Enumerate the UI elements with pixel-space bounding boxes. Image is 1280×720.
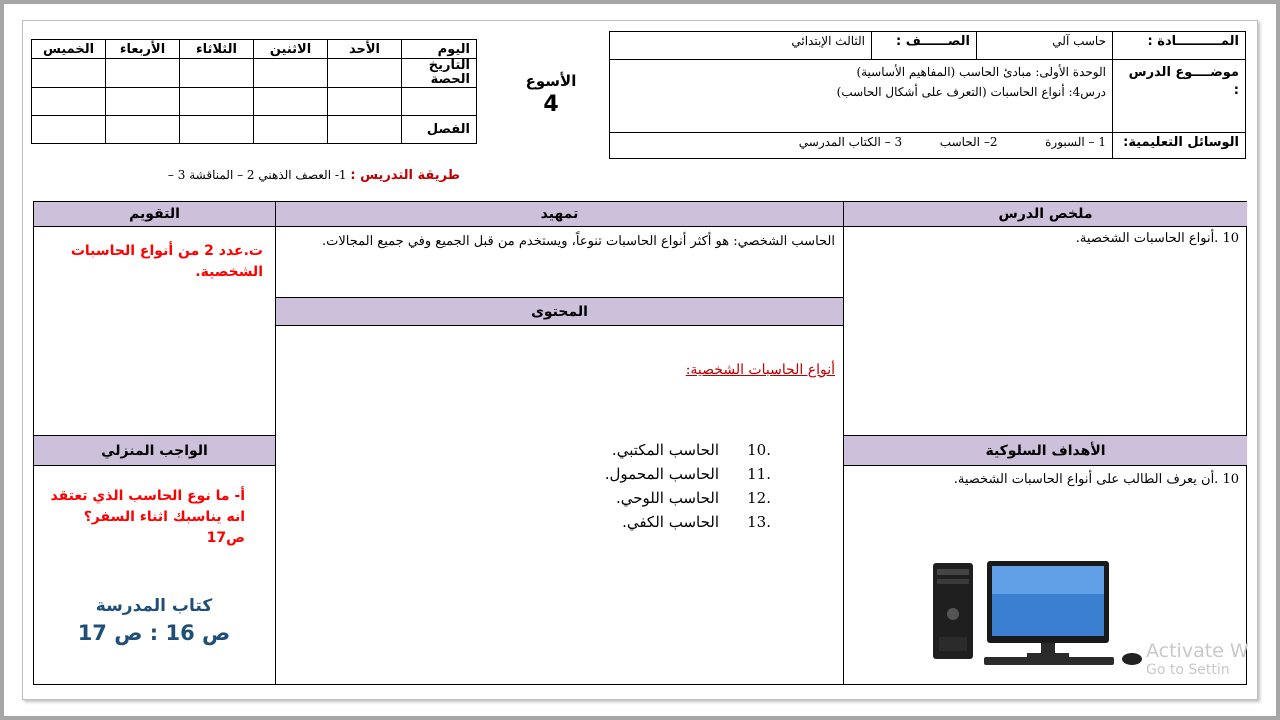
row-label-date	[402, 59, 477, 88]
evaluation-header: التقويم	[34, 202, 275, 227]
list-item	[561, 462, 801, 486]
list-item	[561, 438, 801, 462]
homework-header: الواجب المنزلي	[34, 436, 275, 466]
teaching-method-items: 1- العصف الذهني 2 – المناقشة 3 –	[167, 168, 347, 182]
tools-value	[610, 133, 1113, 159]
homework-body	[34, 466, 275, 684]
content-list	[561, 438, 801, 534]
schedule-cell[interactable]	[180, 59, 254, 88]
desktop-computer-icon	[929, 559, 1154, 669]
schedule-cell[interactable]	[328, 59, 402, 88]
list-item-number: .10	[747, 441, 771, 459]
list-item-number: .13	[747, 513, 771, 531]
book-label: كتاب المدرسة	[95, 596, 213, 616]
list-item	[561, 486, 801, 510]
tool-item: 3 – الكتاب المدرسي	[798, 135, 903, 149]
teaching-method-label: طريقة التدريس :	[350, 168, 460, 183]
subject-value: حاسب آلي	[977, 32, 1113, 60]
intro-header: تمهيد	[275, 202, 843, 227]
topic-value	[610, 60, 1113, 133]
class-label: الصــــــف :	[872, 32, 977, 60]
content-title: أنواع الحاسبات الشخصية:	[685, 362, 835, 378]
goals-header: الأهداف السلوكية	[843, 436, 1247, 466]
schedule-cell[interactable]	[328, 116, 402, 144]
row-label-day: اليوم	[402, 40, 477, 59]
list-item-number: .12	[747, 489, 771, 507]
pc-mouse	[1122, 653, 1142, 665]
content-header: المحتوى	[275, 298, 843, 326]
topic-lesson: درس4: أنواع الحاسبات (التعرف على أشكال الحاسب)	[836, 85, 1106, 99]
tool-item: 1 – السبورة	[1045, 135, 1106, 149]
topic-unit: الوحدة الأولى: مبادئ الحاسب (المفاهيم الأساسية)	[856, 65, 1106, 79]
day-sunday: الأحد	[328, 40, 402, 59]
schedule-cell[interactable]	[32, 59, 106, 88]
row-label-empty	[402, 88, 477, 116]
teaching-method	[100, 168, 460, 183]
day-tuesday: الثلاثاء	[180, 40, 254, 59]
schedule-row	[32, 59, 477, 88]
schedule-header-row	[32, 40, 477, 59]
class-value: الثالث الإبتدائي	[610, 32, 872, 60]
schedule-cell[interactable]	[328, 88, 402, 116]
homework-question: أ- ما نوع الحاسب الذي تعتقد انه يناسبك اثناء السفر؟ ص17	[50, 488, 245, 546]
evaluation-body: ت.عدد 2 من أنواع الحاسبات الشخصية.	[34, 227, 275, 436]
watermark-line2: Go to Settin	[1146, 662, 1230, 678]
schedule-row	[32, 116, 477, 144]
schedule-cell[interactable]	[254, 88, 328, 116]
schedule-cell[interactable]	[32, 116, 106, 144]
schedule-cell[interactable]	[106, 59, 180, 88]
list-item-number: .11	[747, 465, 771, 483]
list-item-text: الحاسب اللوحي.	[615, 489, 719, 507]
tools-label: الوسائل التعليمية:	[1113, 133, 1246, 159]
schedule-cell[interactable]	[106, 88, 180, 116]
schedule-cell[interactable]	[180, 88, 254, 116]
schedule-cell[interactable]	[106, 116, 180, 144]
week-label: الأسوع	[525, 72, 577, 90]
watermark-line1: Activate W	[1146, 640, 1249, 662]
activate-windows-watermark	[1146, 640, 1249, 678]
pc-keyboard	[984, 657, 1114, 665]
day-thursday: الخميس	[32, 40, 106, 59]
schedule-cell[interactable]	[180, 116, 254, 144]
summary-header: ملخص الدرس	[843, 202, 1247, 227]
schedule-cell[interactable]	[254, 59, 328, 88]
book-pages: ص 16 : ص 17	[77, 621, 231, 645]
day-monday: الاثنين	[254, 40, 328, 59]
week-number: 4	[543, 92, 559, 117]
subject-label: المــــــــــادة :	[1113, 32, 1246, 60]
summary-body: 10 .أنواع الحاسبات الشخصية.	[843, 227, 1247, 436]
row-label-period-text: الحصة	[430, 72, 470, 87]
row-label-date-text: التاريخ	[428, 58, 470, 73]
day-wednesday: الأربعاء	[106, 40, 180, 59]
goals-text: 10 .أن يعرف الطالب على أنواع الحاسبات الشخصية.	[953, 472, 1239, 487]
schedule-cell[interactable]	[254, 116, 328, 144]
list-item-text: الحاسب المحمول.	[604, 465, 719, 483]
list-item-text: الحاسب الكفي.	[622, 513, 719, 531]
schedule-row	[32, 88, 477, 116]
schedule-table	[31, 39, 477, 144]
topic-label: موضــــوع الدرس :	[1113, 60, 1246, 133]
content-body	[275, 326, 843, 684]
list-item	[561, 510, 801, 534]
list-item-text: الحاسب المكتبي.	[611, 441, 719, 459]
row-label-class: الفصل	[402, 116, 477, 144]
tool-item: 2– الحاسب	[939, 135, 998, 149]
intro-body: الحاسب الشخصي: هو أكثر أنواع الحاسبات تنوعاً، ويستخدم من قبل الجميع وفي جميع المجالات.	[275, 227, 843, 298]
lesson-plan-grid	[33, 201, 1247, 685]
lesson-info-table	[609, 31, 1246, 159]
schedule-cell[interactable]	[32, 88, 106, 116]
